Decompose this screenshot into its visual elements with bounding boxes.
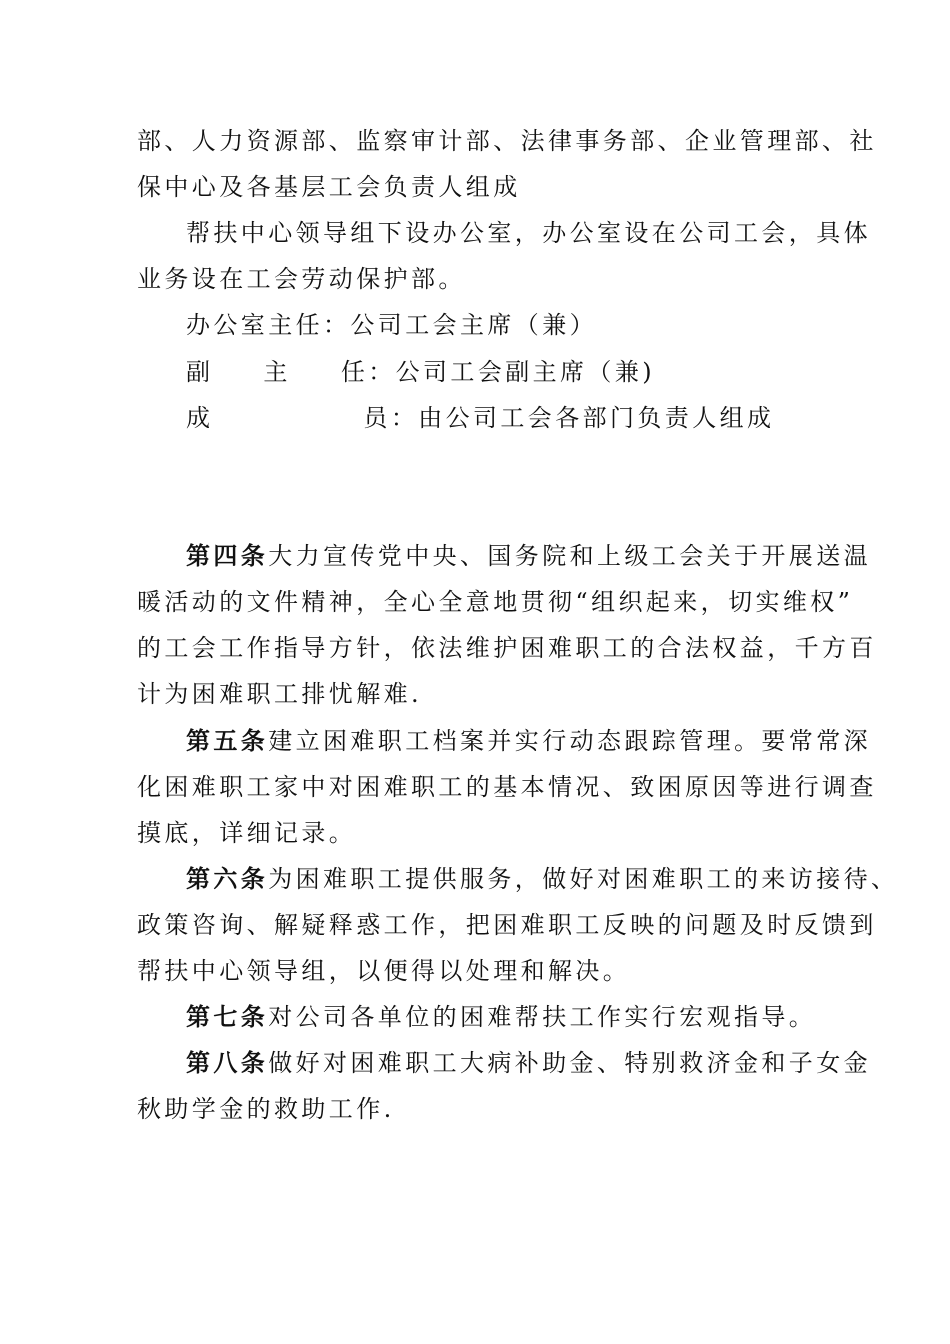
office-members-label-part: 成 xyxy=(186,404,214,432)
article-first-line xyxy=(186,726,871,756)
article-text: 对公司各单位的困难帮扶工作实行宏观指导。 xyxy=(268,1003,817,1031)
office-members-line xyxy=(186,403,774,433)
article-text: 为困难职工提供服务，做好对困难职工的来访接待、 xyxy=(268,865,899,893)
article-first-line xyxy=(186,1048,871,1078)
article-line: 计为困难职工排忧解难. xyxy=(137,680,423,708)
article-line: 化困难职工家中对困难职工的基本情况、致困原因等进行调查 xyxy=(137,773,877,801)
article-line: 摸底，详细记录。 xyxy=(137,819,357,847)
office-deputy-label-part: 主 xyxy=(263,358,291,386)
article-text: 大力宣传党中央、国务院和上级工会关于开展送温 xyxy=(268,542,872,570)
paragraph-line: 业务设在工会劳动保护部。 xyxy=(137,265,466,293)
article-line: 政策咨询、解疑释惑工作，把困难职工反映的问题及时反馈到 xyxy=(137,911,877,939)
paragraph-line: 帮扶中心领导组下设办公室，办公室设在公司工会，具体 xyxy=(186,219,871,247)
office-director-label: 办公室主任 xyxy=(186,311,323,339)
article-first-line xyxy=(186,541,871,571)
office-deputy-value: ：公司工会副主席（兼) xyxy=(368,358,655,386)
office-members-value: ：由公司工会各部门负责人组成 xyxy=(390,404,775,432)
office-members-label-part: 员 xyxy=(363,404,391,432)
article-first-line xyxy=(186,864,898,894)
article-line: 秋助学金的救助工作. xyxy=(137,1095,395,1123)
article-title: 第七条 xyxy=(186,1002,269,1031)
article-first-line xyxy=(186,1002,816,1032)
office-deputy-label-part: 副 xyxy=(186,358,214,386)
paragraph-line: 保中心及各基层工会负责人组成 xyxy=(137,173,521,201)
paragraph-line: 部、人力资源部、监察审计部、法律事务部、企业管理部、社 xyxy=(137,127,877,155)
article-text: 做好对困难职工大病补助金、特别救济金和子女金 xyxy=(268,1049,872,1077)
office-deputy-label-part: 任 xyxy=(340,358,369,386)
article-text: 建立困难职工档案并实行动态跟踪管理。要常常深 xyxy=(268,727,872,755)
article-title: 第五条 xyxy=(186,726,269,755)
article-line: 帮扶中心领导组，以便得以处理和解决。 xyxy=(137,957,631,985)
article-title: 第六条 xyxy=(186,864,269,893)
office-deputy-line xyxy=(186,357,655,387)
article-title: 第四条 xyxy=(186,541,269,570)
article-title: 第八条 xyxy=(186,1048,269,1077)
article-line: 暖活动的文件精神，全心全意地贯彻“组织起来，切实维权” xyxy=(137,588,854,616)
article-line: 的工会工作指导方针，依法维护困难职工的合法权益，千方百 xyxy=(137,634,877,662)
office-director-value: ：公司工会主席（兼） xyxy=(323,311,597,339)
office-director-line xyxy=(186,310,597,340)
